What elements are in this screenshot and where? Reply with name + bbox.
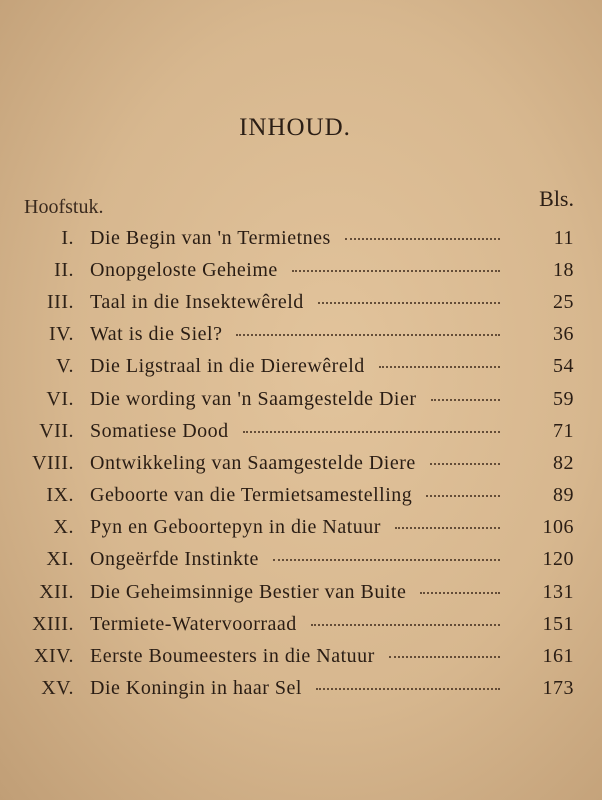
page-number: 120 (542, 548, 574, 571)
chapter-title: Taal in die Insektewêreld (90, 290, 304, 313)
page-number: 173 (542, 677, 574, 700)
chapter-title: Eerste Boumeesters in die Natuur (90, 645, 375, 668)
dot-leader (430, 452, 500, 465)
chapter-title: Ongeërfde Instinkte (90, 548, 259, 571)
chapter-title: Die Koningin in haar Sel (90, 677, 302, 700)
chapter-numeral: VI. (46, 387, 74, 410)
chapter-title: Die Begin van 'n Termietnes (90, 226, 331, 249)
chapter-title: Pyn en Geboortepyn in die Natuur (90, 516, 381, 539)
dot-leader (345, 227, 500, 240)
chapter-entry (90, 420, 510, 443)
page-number: 106 (542, 516, 574, 539)
chapter-entry (90, 677, 510, 700)
toc-entry (0, 640, 602, 672)
toc-entry (0, 480, 602, 512)
page-number: 151 (542, 612, 574, 635)
dot-leader (311, 613, 500, 626)
chapter-numeral: I. (61, 226, 74, 249)
chapter-numeral: XIII. (32, 612, 74, 635)
chapter-column-heading: Hoofstuk. (24, 196, 104, 218)
dot-leader (273, 548, 500, 561)
dot-leader (389, 645, 500, 658)
table-of-contents (0, 222, 602, 705)
page-number: 71 (553, 419, 574, 442)
chapter-numeral: II. (54, 258, 74, 281)
chapter-numeral: XII. (39, 580, 74, 603)
chapter-entry (90, 613, 510, 636)
chapter-numeral: XI. (46, 548, 74, 571)
chapter-numeral: X. (53, 516, 74, 539)
toc-entry (0, 608, 602, 640)
chapter-entry (90, 323, 510, 346)
page-number: 36 (553, 323, 574, 346)
dot-leader (426, 484, 500, 497)
page-number: 82 (553, 451, 574, 474)
chapter-numeral: VIII. (32, 451, 74, 474)
chapter-numeral: XV. (41, 677, 74, 700)
chapter-entry (90, 227, 510, 250)
toc-entry (0, 512, 602, 544)
page-number: 59 (553, 387, 574, 410)
dot-leader (395, 516, 500, 529)
chapter-title: Die Geheimsinnige Bestier van Buite (90, 580, 407, 603)
dot-leader (243, 420, 500, 433)
chapter-numeral: XIV. (34, 645, 74, 668)
dot-leader (431, 388, 500, 401)
dot-leader (316, 677, 500, 690)
page-column-heading: Bls. (539, 186, 574, 211)
page-number: 161 (542, 645, 574, 668)
toc-entry (0, 319, 602, 351)
dot-leader (420, 581, 500, 594)
chapter-title: Ontwikkeling van Saamgestelde Diere (90, 451, 416, 474)
toc-entry (0, 222, 602, 254)
dot-leader (318, 291, 500, 304)
dot-leader (236, 323, 500, 336)
page-number: 89 (553, 484, 574, 507)
toc-entry (0, 415, 602, 447)
chapter-entry (90, 355, 510, 378)
chapter-numeral: V. (56, 355, 74, 378)
page-number: 25 (553, 290, 574, 313)
chapter-entry (90, 291, 510, 314)
page-title: INHOUD. (239, 114, 351, 141)
toc-entry (0, 447, 602, 479)
chapter-entry (90, 452, 510, 475)
dot-leader (379, 355, 500, 368)
chapter-entry (90, 581, 510, 604)
chapter-entry (90, 645, 510, 668)
chapter-entry (90, 548, 510, 571)
chapter-title: Termiete-Watervoorraad (90, 612, 297, 635)
toc-entry (0, 383, 602, 415)
chapter-entry (90, 516, 510, 539)
chapter-entry (90, 259, 510, 282)
toc-entry (0, 351, 602, 383)
toc-entry (0, 544, 602, 576)
toc-entry (0, 673, 602, 705)
chapter-numeral: III. (47, 290, 74, 313)
toc-entry (0, 576, 602, 608)
chapter-entry (90, 388, 510, 411)
toc-entry (0, 254, 602, 286)
chapter-numeral: IX. (46, 484, 74, 507)
dot-leader (292, 259, 500, 272)
toc-entry (0, 286, 602, 318)
chapter-title: Somatiese Dood (90, 419, 229, 442)
chapter-title: Die wording van 'n Saamgestelde Dier (90, 387, 417, 410)
chapter-title: Onopgeloste Geheime (90, 258, 278, 281)
chapter-numeral: IV. (48, 323, 74, 346)
chapter-title: Wat is die Siel? (90, 323, 223, 346)
page-number: 54 (553, 355, 574, 378)
chapter-entry (90, 484, 510, 507)
page-number: 11 (553, 226, 574, 249)
chapter-title: Geboorte van die Termietsamestelling (90, 484, 413, 507)
page-number: 131 (542, 580, 574, 603)
chapter-numeral: VII. (39, 419, 74, 442)
page-number: 18 (553, 258, 574, 281)
chapter-title: Die Ligstraal in die Dierewêreld (90, 355, 365, 378)
